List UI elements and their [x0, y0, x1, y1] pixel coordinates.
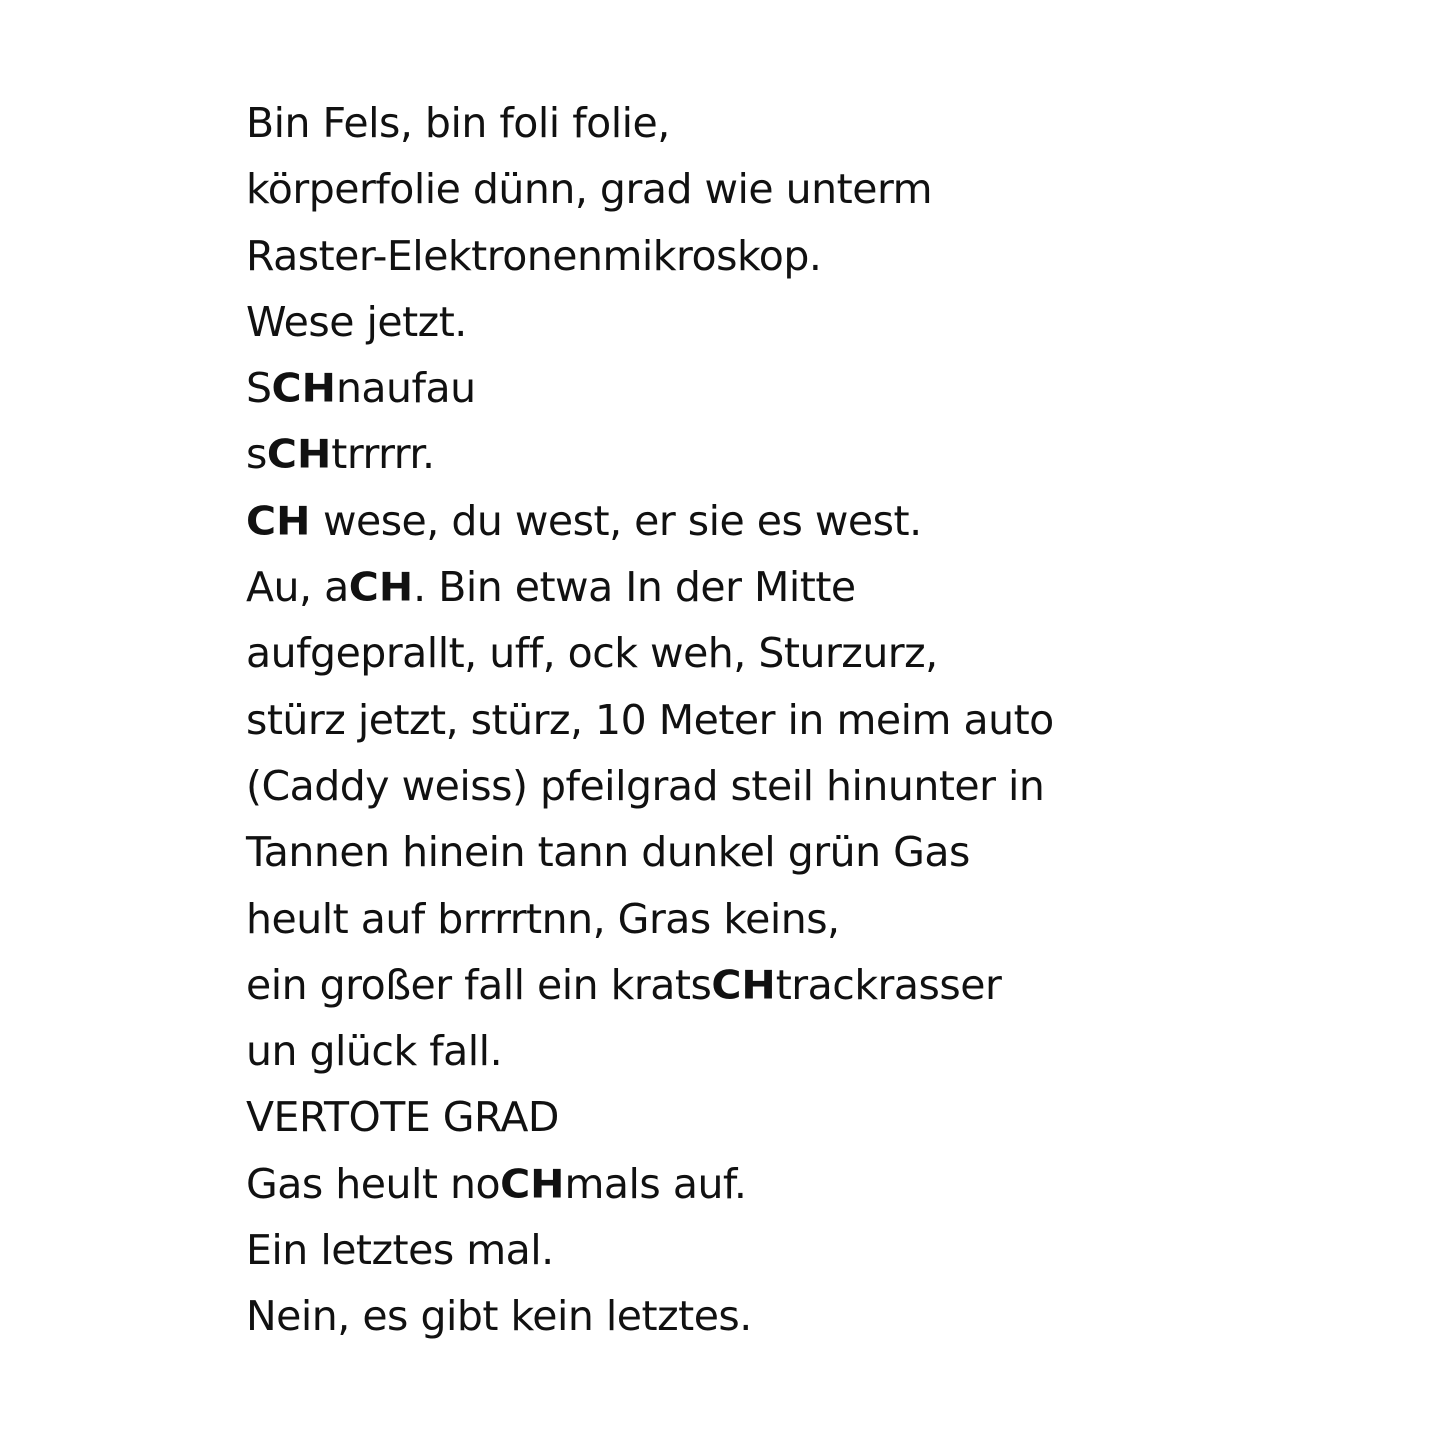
- line-text: aufgeprallt, uff, ock weh, Sturzurz,: [246, 629, 938, 678]
- line-text: Au, a: [246, 563, 349, 612]
- poem-line: [246, 1283, 1054, 1349]
- ch-glyph: CH: [500, 1160, 565, 1207]
- line-text: trackrasser: [775, 960, 1002, 1009]
- line-text: Gas heult no: [246, 1159, 501, 1208]
- line-text: Nein, es gibt kein letztes.: [246, 1292, 752, 1341]
- line-text: Tannen hinein tann dunkel grün Gas: [246, 828, 970, 877]
- ch-glyph: CH: [266, 431, 332, 478]
- poem-line: [246, 1018, 1054, 1084]
- poem-text: [246, 90, 1054, 1350]
- poem-line: [246, 1151, 1054, 1217]
- line-text: Bin Fels, bin foli folie,: [246, 99, 670, 147]
- line-text: Ein letztes mal.: [246, 1226, 554, 1275]
- ch-glyph: CH: [246, 497, 311, 544]
- line-text: . Bin etwa In der Mitte: [413, 563, 856, 612]
- line-text: wese, du west, er sie es west.: [310, 496, 922, 545]
- line-text: körperfolie dünn, grad wie unterm: [246, 165, 933, 214]
- poem-line: [246, 223, 1054, 289]
- poem-line: [246, 156, 1054, 222]
- line-text: (Caddy weiss) pfeilgrad steil hinunter in: [246, 761, 1045, 810]
- poem-line: [246, 687, 1054, 753]
- line-text: Wese jetzt.: [246, 297, 467, 346]
- poem-line: [246, 421, 1054, 487]
- line-text: trrrrr.: [331, 430, 435, 479]
- line-text: stürz jetzt, stürz, 10 Meter in meim auto: [246, 695, 1054, 744]
- line-text: naufau: [335, 364, 476, 413]
- poem-line: [246, 886, 1054, 952]
- poem-line: [246, 819, 1054, 885]
- line-text: S: [246, 364, 272, 413]
- poem-line: [246, 90, 1054, 156]
- line-text: un glück fall.: [246, 1027, 503, 1076]
- ch-glyph: CH: [271, 365, 336, 411]
- ch-glyph: CH: [348, 564, 414, 610]
- line-text: mals auf.: [564, 1159, 747, 1208]
- line-text: Raster-Elektronenmikroskop.: [246, 231, 822, 280]
- poem-line: [246, 488, 1054, 554]
- poem-line: [246, 620, 1054, 686]
- poem-line: [246, 554, 1054, 620]
- line-text: VERTOTE GRAD: [246, 1093, 559, 1142]
- poem-line: [246, 753, 1054, 819]
- poem-line: [246, 1084, 1054, 1150]
- poem-line: [246, 1217, 1054, 1283]
- poem-line: [246, 289, 1054, 355]
- line-text: heult auf brrrrtnn, Gras keins,: [246, 894, 840, 943]
- line-text: s: [246, 430, 267, 479]
- poem-line: [246, 355, 1054, 421]
- ch-glyph: CH: [711, 962, 776, 1008]
- poem-line: [246, 952, 1054, 1018]
- line-text: ein großer fall ein krats: [246, 960, 712, 1009]
